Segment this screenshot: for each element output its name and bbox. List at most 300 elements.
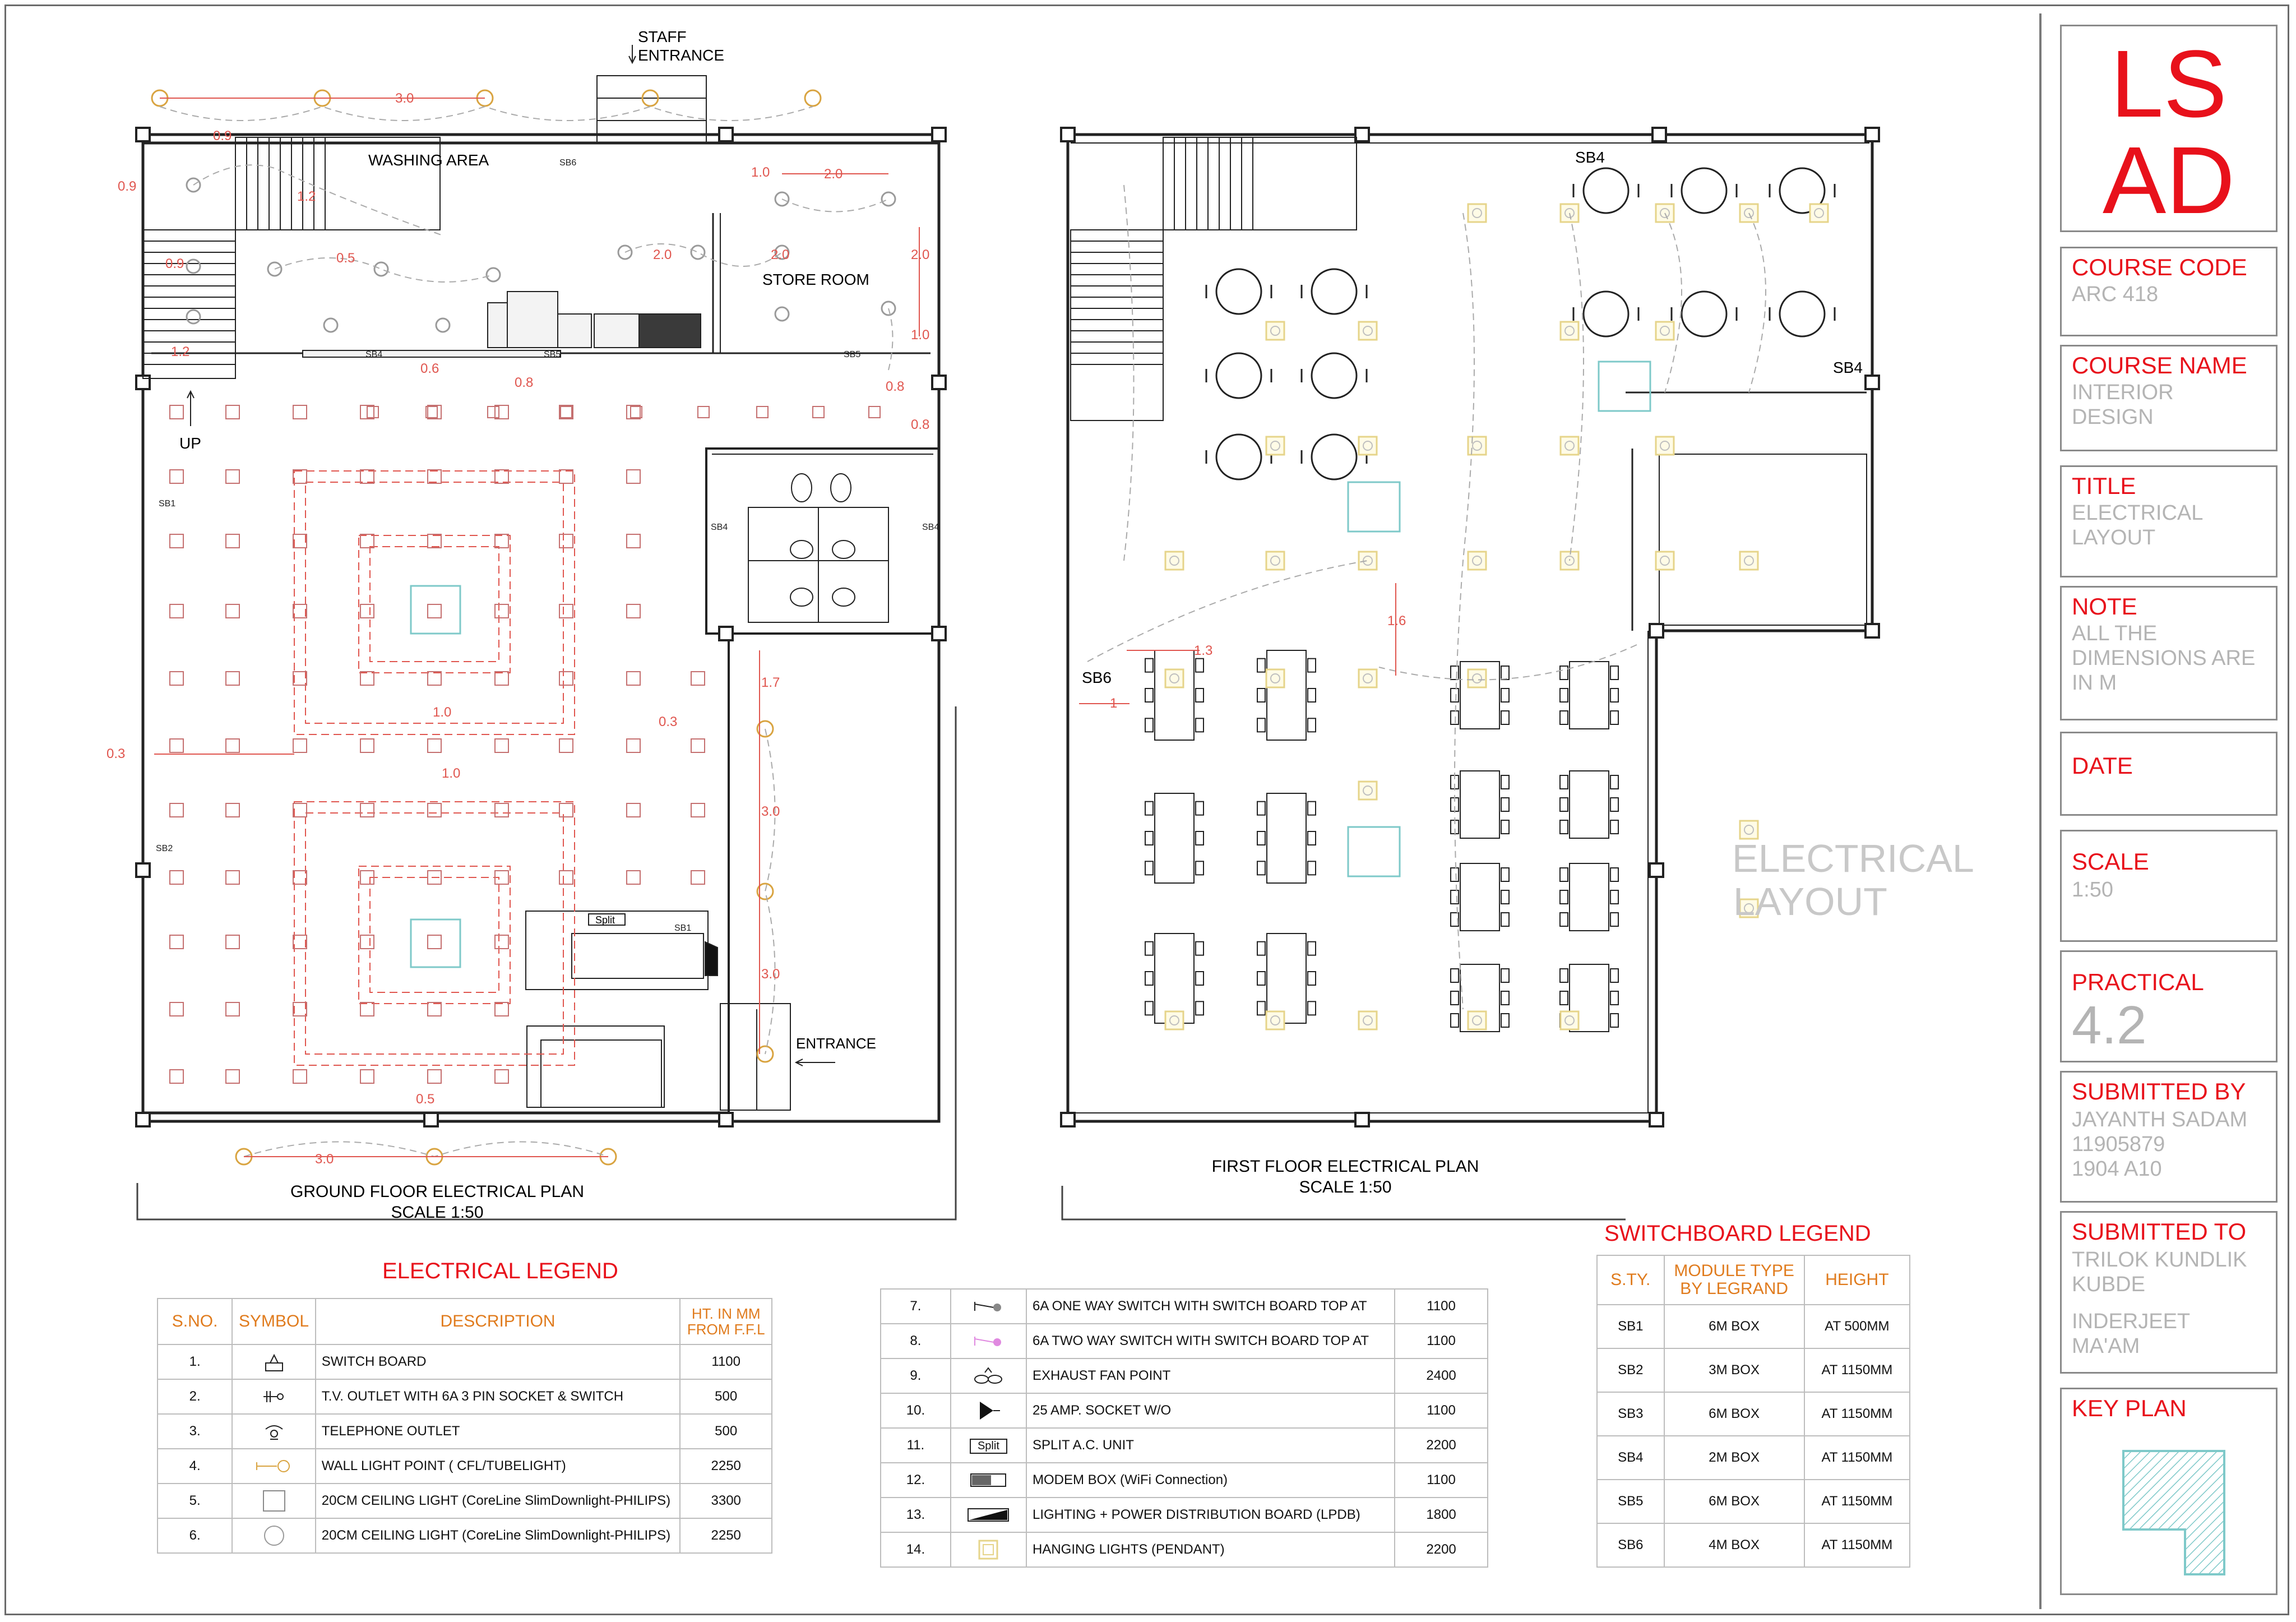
row-description: WALL LIGHT POINT ( CFL/TUBELIGHT) <box>316 1449 681 1484</box>
pendant-light <box>1740 552 1758 570</box>
row-height: 3300 <box>680 1484 772 1518</box>
row-height: 2400 <box>1395 1358 1488 1393</box>
square-ceiling-light <box>559 672 573 685</box>
square-ceiling-light <box>170 739 183 752</box>
legend-row <box>881 1532 1488 1567</box>
title-line-1: ELECTRICAL <box>2072 501 2204 525</box>
dim-1-2-a: 1.2 <box>297 189 316 204</box>
row-description: MODEM BOX (WiFi Connection) <box>1026 1463 1395 1498</box>
dim-2-0-c: 2.0 <box>771 247 790 262</box>
square-ceiling-light <box>293 1002 307 1016</box>
square-ceiling-light <box>428 1002 441 1016</box>
square-ceiling-light <box>360 534 374 548</box>
square-ceiling-light <box>495 604 508 618</box>
note-label: NOTE <box>2072 593 2137 620</box>
scale-value: 1:50 <box>2072 878 2113 902</box>
row-sno: 2. <box>158 1379 232 1414</box>
staff-entrance-label-1: STAFF <box>638 28 687 45</box>
square-ceiling-light <box>559 739 573 752</box>
row-description: 20CM CEILING LIGHT (CoreLine SlimDownlight-PHILIPS) <box>316 1484 681 1518</box>
sb-height: AT 1150MM <box>1804 1436 1910 1480</box>
socket-25a-icon <box>951 1393 1026 1428</box>
round-ceiling-light-icon <box>232 1518 315 1553</box>
chair <box>1257 861 1265 875</box>
square-ceiling-light <box>170 405 183 419</box>
chair <box>1610 775 1618 789</box>
square-ceiling-light <box>559 405 573 419</box>
row-sno: 14. <box>881 1532 951 1567</box>
square-ceiling-light <box>226 1070 239 1083</box>
square-ceiling-light <box>360 672 374 685</box>
square-ceiling-light <box>226 803 239 817</box>
pendant-light <box>1468 552 1486 570</box>
row-sno: 9. <box>881 1358 951 1393</box>
square-ceiling-light <box>495 935 508 949</box>
sb5-label: SB5 <box>544 350 561 359</box>
two-way-switch-icon <box>951 1324 1026 1358</box>
pendant-light <box>1359 552 1377 570</box>
first-floor-caption: FIRST FLOOR ELECTRICAL PLAN <box>1211 1157 1479 1176</box>
header-module <box>1664 1255 1804 1305</box>
dim-0-3-b: 0.3 <box>107 746 126 761</box>
square-ceiling-light <box>293 470 307 483</box>
chair <box>1145 942 1153 955</box>
square-ceiling-light <box>495 1070 508 1083</box>
long-table <box>1570 662 1609 729</box>
dim-1-2-b: 1.2 <box>171 344 190 359</box>
ff-sb6-label: SB6 <box>1082 669 1112 686</box>
chair <box>1501 688 1509 702</box>
header-symbol: SYMBOL <box>232 1298 315 1344</box>
dim-1-7: 1.7 <box>761 675 780 690</box>
sb-height: AT 1150MM <box>1804 1480 1910 1523</box>
dim-0-3-a: 0.3 <box>659 714 678 729</box>
row-height: 1100 <box>1395 1289 1488 1324</box>
submitted-to-line-4: MA'AM <box>2072 1334 2140 1358</box>
square-ceiling-light <box>293 672 307 685</box>
chair <box>1560 688 1568 702</box>
submitted-to-box <box>2060 1211 2278 1374</box>
course-name-label: COURSE NAME <box>2072 352 2247 378</box>
chair <box>1145 972 1153 985</box>
dimension-lines <box>154 98 919 1157</box>
long-table <box>1267 650 1306 740</box>
legend-row <box>158 1449 772 1484</box>
square-ceiling-light <box>757 406 768 418</box>
square-ceiling-light <box>226 1002 239 1016</box>
sb-type: SB6 <box>1597 1523 1664 1567</box>
chair <box>1308 861 1316 875</box>
chair <box>1145 861 1153 875</box>
square-ceiling-light <box>226 672 239 685</box>
pendant-light <box>1165 1011 1183 1029</box>
first-floor-plan <box>1009 0 2035 1250</box>
sb-type: SB5 <box>1597 1480 1664 1523</box>
pendant-light <box>1468 669 1486 687</box>
square-ceiling-light <box>360 803 374 817</box>
row-description: 6A TWO WAY SWITCH WITH SWITCH BOARD TOP AT <box>1026 1324 1395 1358</box>
pendant-light <box>1359 1011 1377 1029</box>
first-floor-wiring <box>1087 185 1766 1009</box>
row-description: SPLIT A.C. UNIT <box>1026 1428 1395 1463</box>
square-ceiling-light <box>293 405 307 419</box>
chair <box>1145 718 1153 732</box>
sb1-label-b: SB1 <box>674 923 692 933</box>
switchboard-legend-title: SWITCHBOARD LEGEND <box>1604 1221 1871 1246</box>
title-block-divider <box>2039 13 2042 1609</box>
square-ceiling-light <box>293 803 307 817</box>
legend-row <box>881 1498 1488 1532</box>
chair <box>1501 798 1509 811</box>
square-ceiling-light <box>813 406 824 418</box>
scale-label: SCALE <box>2072 848 2149 875</box>
pendant-light <box>1468 204 1486 222</box>
sb-module: 6M BOX <box>1664 1305 1804 1348</box>
chair <box>1451 666 1459 680</box>
logo-line-2: AD <box>2102 127 2235 234</box>
row-description: 20CM CEILING LIGHT (CoreLine SlimDownlight-PHILIPS) <box>316 1518 681 1553</box>
legend-header-row <box>158 1298 772 1344</box>
legend-row <box>881 1463 1488 1498</box>
row-sno: 13. <box>881 1498 951 1532</box>
chair <box>1257 942 1265 955</box>
square-ceiling-light <box>698 406 709 418</box>
square-ceiling-light <box>293 1070 307 1083</box>
legend-row <box>158 1344 772 1379</box>
square-ceiling-light <box>627 405 640 419</box>
square-ceiling-light <box>428 739 441 752</box>
exhaust-fan-icon <box>951 1358 1026 1393</box>
chair <box>1196 688 1203 702</box>
logo-line-1: LS <box>2110 31 2227 137</box>
long-table <box>1460 771 1499 838</box>
row-sno: 10. <box>881 1393 951 1428</box>
key-plan-diagram <box>2118 1445 2230 1580</box>
row-height: 1100 <box>1395 1324 1488 1358</box>
pendant-light <box>1165 669 1183 687</box>
chair <box>1145 688 1153 702</box>
chair <box>1610 820 1618 834</box>
square-ceiling-light <box>170 534 183 548</box>
pendant-light <box>1359 322 1377 340</box>
watermark-line-2: LAYOUT <box>1733 880 1887 923</box>
round-table <box>1312 353 1357 398</box>
dim-2-0-d: 2.0 <box>911 247 930 262</box>
chair <box>1257 802 1265 815</box>
kitchen-equipment <box>303 292 701 357</box>
pendant-light <box>1468 1011 1486 1029</box>
chair <box>1560 913 1568 926</box>
legend-row <box>158 1518 772 1553</box>
row-height: 1100 <box>1395 1393 1488 1428</box>
date-box <box>2060 732 2278 816</box>
square-ceiling-light <box>226 935 239 949</box>
row-description: SWITCH BOARD <box>316 1344 681 1379</box>
row-height: 500 <box>680 1379 772 1414</box>
ceiling-coffers <box>294 471 575 1065</box>
chair <box>1145 831 1153 845</box>
chair <box>1610 969 1618 982</box>
chair <box>1610 868 1618 881</box>
chair <box>1560 820 1568 834</box>
legend-row <box>881 1393 1488 1428</box>
chair <box>1610 798 1618 811</box>
submitted-by-label: SUBMITTED BY <box>2072 1078 2246 1105</box>
electrical-legend-table <box>157 1298 772 1554</box>
chair <box>1610 890 1618 904</box>
sb-height: AT 1150MM <box>1804 1523 1910 1567</box>
sb4-label-c: SB4 <box>922 523 939 532</box>
sb-header-row <box>1597 1255 1910 1305</box>
split-ac-icon <box>951 1428 1026 1463</box>
pendant-light <box>1359 669 1377 687</box>
row-sno: 12. <box>881 1463 951 1498</box>
sb1-label: SB1 <box>159 499 176 509</box>
legend-row <box>158 1414 772 1449</box>
square-ceiling-light <box>226 739 239 752</box>
round-table <box>1584 168 1628 213</box>
date-label: DATE <box>2072 752 2133 779</box>
round-table <box>1780 292 1825 336</box>
row-description: 6A ONE WAY SWITCH WITH SWITCH BOARD TOP AT <box>1026 1289 1395 1324</box>
practical-box <box>2060 950 2278 1062</box>
submitted-to-label: SUBMITTED TO <box>2072 1218 2247 1245</box>
square-ceiling-light <box>559 803 573 817</box>
note-line-1: ALL THE <box>2072 622 2158 645</box>
title-label: TITLE <box>2072 473 2136 499</box>
chair <box>1308 1001 1316 1015</box>
pendant-light <box>1810 204 1828 222</box>
row-sno: 6. <box>158 1518 232 1553</box>
square-ceiling-light <box>367 406 378 418</box>
square-ceiling-light <box>170 1070 183 1083</box>
square-ceiling-light <box>428 1070 441 1083</box>
key-plan-box <box>2060 1388 2278 1595</box>
chair <box>1308 718 1316 732</box>
chair <box>1196 831 1203 845</box>
chair <box>1451 688 1459 702</box>
chair <box>1451 868 1459 881</box>
square-ceiling-light <box>428 534 441 548</box>
chair <box>1196 861 1203 875</box>
dim-0-5-b: 0.5 <box>416 1092 435 1107</box>
course-name-box <box>2060 345 2278 451</box>
square-ceiling-light <box>561 406 572 418</box>
long-table <box>1155 650 1194 740</box>
header-module-line-2: BY LEGRAND <box>1680 1279 1789 1298</box>
note-line-2: DIMENSIONS ARE <box>2072 646 2256 670</box>
title-line-2: LAYOUT <box>2072 526 2156 549</box>
sb-height: AT 1150MM <box>1804 1348 1910 1392</box>
header-module-line-1: MODULE TYPE <box>1674 1261 1794 1280</box>
sb4-label-b: SB4 <box>711 523 728 532</box>
header-sty: S.TY. <box>1597 1255 1664 1305</box>
chair <box>1610 711 1618 724</box>
sb-module: 6M BOX <box>1664 1392 1804 1436</box>
electrical-legend-title: ELECTRICAL LEGEND <box>382 1259 618 1283</box>
sb-type: SB4 <box>1597 1436 1664 1480</box>
dim-0-8-c: 0.8 <box>911 417 930 432</box>
chair <box>1451 991 1459 1005</box>
chair <box>1145 659 1153 672</box>
row-sno: 7. <box>881 1289 951 1324</box>
square-ceiling-light <box>559 604 573 618</box>
chair <box>1610 688 1618 702</box>
square-ceiling-light <box>495 1002 508 1016</box>
course-code-label: COURSE CODE <box>2072 254 2247 280</box>
row-description: 25 AMP. SOCKET W/O <box>1026 1393 1395 1428</box>
dim-2-0-a: 2.0 <box>824 167 843 182</box>
square-ceiling-light <box>495 803 508 817</box>
legend-row <box>881 1358 1488 1393</box>
ground-floor-toilets <box>748 474 888 622</box>
dim-top-3-0: 3.0 <box>395 91 414 106</box>
pendant-light <box>1266 552 1284 570</box>
sb-height: AT 500MM <box>1804 1305 1910 1348</box>
course-code-box <box>2060 247 2278 336</box>
sb-row <box>1597 1436 1910 1480</box>
dim-0-9-b: 0.9 <box>118 179 137 194</box>
square-ceiling-light <box>170 1002 183 1016</box>
chair <box>1610 666 1618 680</box>
practical-value: 4.2 <box>2072 995 2147 1055</box>
chair <box>1501 890 1509 904</box>
square-ceiling-light <box>428 672 441 685</box>
pendant-light <box>1468 437 1486 455</box>
row-height: 2200 <box>1395 1532 1488 1567</box>
washing-area-label: WASHING AREA <box>368 151 489 169</box>
square-ceiling-light <box>627 871 640 884</box>
chair <box>1308 688 1316 702</box>
legend-row <box>158 1484 772 1518</box>
sb-row <box>1597 1305 1910 1348</box>
square-ceiling-light <box>293 871 307 884</box>
switch-board-icon <box>232 1344 315 1379</box>
round-table <box>1584 292 1628 336</box>
dim-0-6: 0.6 <box>420 361 439 376</box>
sb-module: 2M BOX <box>1664 1436 1804 1480</box>
chair <box>1451 1014 1459 1027</box>
store-room-label: STORE ROOM <box>762 271 869 288</box>
chair <box>1610 1014 1618 1027</box>
square-ceiling-light <box>488 406 499 418</box>
legend-row <box>881 1289 1488 1324</box>
square-ceiling-light <box>691 739 705 752</box>
course-name-line-2: DESIGN <box>2072 405 2154 429</box>
square-ceiling-light <box>495 534 508 548</box>
chair <box>1501 666 1509 680</box>
pendant-light <box>1266 437 1284 455</box>
chair <box>1560 991 1568 1005</box>
square-ceiling-light <box>170 803 183 817</box>
switchboard-legend-table <box>1596 1255 1910 1568</box>
round-table <box>1216 435 1261 479</box>
chair <box>1196 718 1203 732</box>
square-ceiling-light <box>226 604 239 618</box>
square-ceiling-light <box>226 405 239 419</box>
submitted-by-name: JAYANTH SADAM <box>2072 1108 2248 1131</box>
dim-1-0-b: 1.0 <box>911 327 930 343</box>
sb-module: 3M BOX <box>1664 1348 1804 1392</box>
chair <box>1610 913 1618 926</box>
chair <box>1451 711 1459 724</box>
row-sno: 3. <box>158 1414 232 1449</box>
dim-0-8-b: 0.8 <box>886 379 905 394</box>
square-ceiling-light <box>691 803 705 817</box>
square-ceiling-light <box>428 935 441 949</box>
dim-1: 1 <box>1110 696 1118 711</box>
row-height: 500 <box>680 1414 772 1449</box>
tv-outlet-icon <box>232 1379 315 1414</box>
sb-row <box>1597 1523 1910 1567</box>
legend-row <box>881 1324 1488 1358</box>
sb-row <box>1597 1348 1910 1392</box>
chair <box>1308 831 1316 845</box>
chair <box>1560 868 1568 881</box>
chair <box>1196 1001 1203 1015</box>
chair <box>1610 991 1618 1005</box>
chair <box>1501 991 1509 1005</box>
sb-module: 6M BOX <box>1664 1480 1804 1523</box>
key-plan-label: KEY PLAN <box>2072 1395 2187 1421</box>
chair <box>1196 972 1203 985</box>
square-ceiling-light <box>360 1070 374 1083</box>
chair <box>1196 659 1203 672</box>
square-ceiling-light <box>495 672 508 685</box>
row-height: 1800 <box>1395 1498 1488 1532</box>
long-table <box>1460 863 1499 931</box>
chair <box>1501 913 1509 926</box>
sb-row <box>1597 1480 1910 1523</box>
square-ceiling-light-icon <box>232 1484 315 1518</box>
square-ceiling-light <box>293 534 307 548</box>
chair <box>1501 775 1509 789</box>
chair <box>1308 659 1316 672</box>
row-sno: 8. <box>881 1324 951 1358</box>
square-ceiling-light <box>428 470 441 483</box>
sb-height: AT 1150MM <box>1804 1392 1910 1436</box>
chair <box>1308 802 1316 815</box>
dim-0-5: 0.5 <box>336 251 355 266</box>
header-height-line-1: HT. IN MM <box>691 1305 761 1322</box>
sb6-label: SB6 <box>559 158 577 168</box>
square-ceiling-light <box>170 604 183 618</box>
row-height: 1100 <box>1395 1463 1488 1498</box>
pendant-light <box>1561 1011 1578 1029</box>
long-table <box>1155 793 1194 883</box>
square-ceiling-light <box>691 871 705 884</box>
round-table <box>1216 353 1261 398</box>
header-description: DESCRIPTION <box>316 1298 681 1344</box>
ground-floor-caption: GROUND FLOOR ELECTRICAL PLAN <box>290 1182 584 1201</box>
square-ceiling-light <box>360 604 374 618</box>
scale-box <box>2060 830 2278 942</box>
pendant-light <box>1266 669 1284 687</box>
square-ceiling-light <box>627 739 640 752</box>
first-floor-scale: SCALE 1:50 <box>1299 1178 1392 1196</box>
chair <box>1501 711 1509 724</box>
sb-module: 4M BOX <box>1664 1523 1804 1567</box>
practical-label: PRACTICAL <box>2072 969 2204 995</box>
sb-type: SB1 <box>1597 1305 1664 1348</box>
lpdb-icon <box>951 1498 1026 1532</box>
square-ceiling-light <box>559 871 573 884</box>
legend-row <box>881 1428 1488 1463</box>
dim-1-0-d: 1.0 <box>442 766 461 781</box>
course-code-value: ARC 418 <box>2072 283 2159 306</box>
square-ceiling-light <box>360 739 374 752</box>
watermark-line-1: ELECTRICAL <box>1732 837 1974 880</box>
